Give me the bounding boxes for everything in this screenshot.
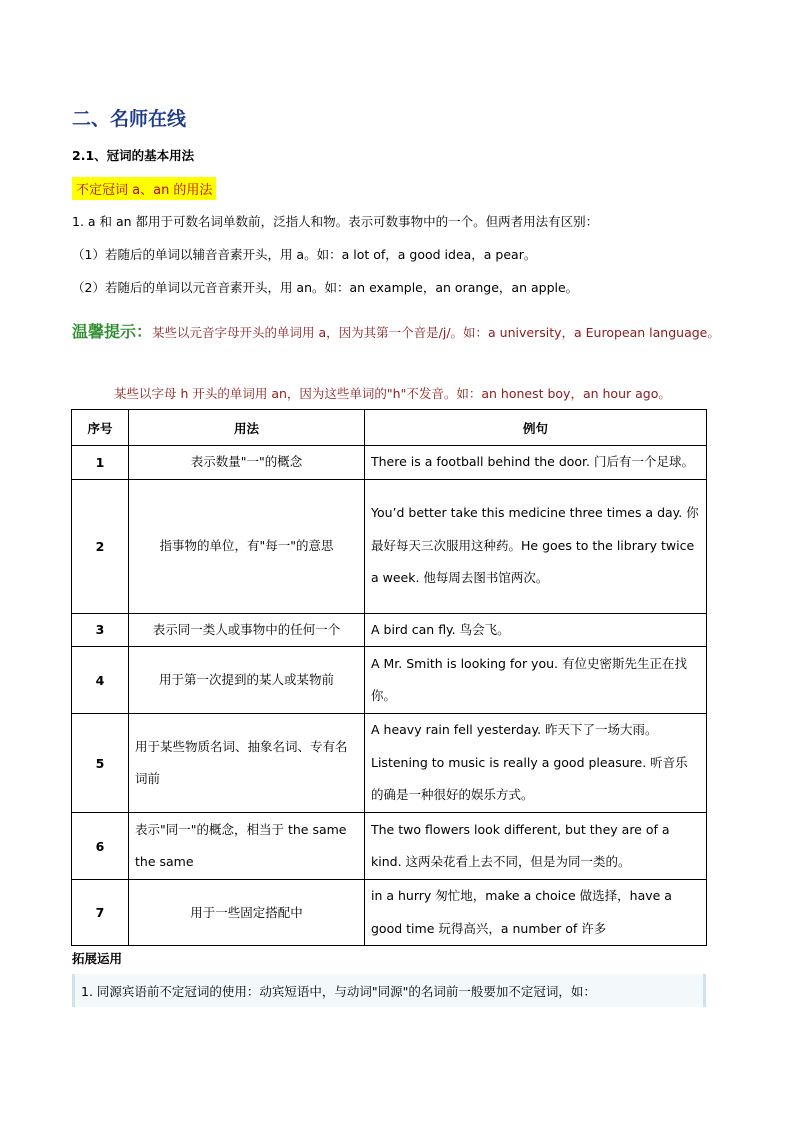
row-usage: 指事物的单位，有"每一"的意思 <box>129 479 365 613</box>
section-title: 二、名师在线 <box>72 108 187 130</box>
row-usage: 表示数量"一"的概念 <box>129 446 365 480</box>
row-example: A bird can fly. 鸟会飞。 <box>365 613 707 647</box>
row-example: A heavy rain fell yesterday. 昨天下了一场大雨。Listening to music is really a good pleasure. 听音乐的确是一种很好的娱乐方式。 <box>365 714 707 813</box>
row-num: 6 <box>72 813 129 880</box>
table-row <box>72 446 707 480</box>
extension-title: 拓展运用 <box>72 951 123 966</box>
subsection-title: 2.1、冠词的基本用法 <box>72 148 195 163</box>
table-row <box>72 714 707 813</box>
row-usage: 表示"同一"的概念，相当于 the same the same <box>129 813 365 880</box>
row-usage: 用于第一次提到的某人或某物前 <box>129 647 365 714</box>
paragraph-3: （2）若随后的单词以元音音素开头，用 an。如：an example，an orange，an apple。 <box>72 280 579 295</box>
row-num: 5 <box>72 714 129 813</box>
row-example: You’d better take this medicine three times a day. 你最好每天三次服用这种药。He goes to the library twice a week. 他每周去图书馆两次。 <box>365 479 707 613</box>
row-usage: 表示同一类人或事物中的任何一个 <box>129 613 365 647</box>
row-usage: 用于一些固定搭配中 <box>129 880 365 946</box>
row-example: There is a football behind the door. 门后有一个足球。 <box>365 446 707 480</box>
paragraph-2: （1）若随后的单词以辅音音素开头，用 a。如：a lot of，a good idea，a pear。 <box>72 247 537 262</box>
row-num: 7 <box>72 880 129 946</box>
table-header-row <box>72 410 707 446</box>
row-example: The two flowers look different, but they are of a kind. 这两朵花看上去不同，但是为同一类的。 <box>365 813 707 880</box>
table-row <box>72 647 707 714</box>
row-usage: 用于某些物质名词、抽象名词、专有名词前 <box>129 714 365 813</box>
usage-table <box>71 409 707 946</box>
tip-text: 某些以元音字母开头的单词用 a，因为其第一个音是/j/。如：a university，a European language。 <box>152 325 720 340</box>
header-example: 例句 <box>365 410 707 446</box>
extension-item: 1. 同源宾语前不定冠词的使用：动宾短语中，与动词"同源"的名词前一般要加不定冠词，如： <box>81 984 596 999</box>
row-num: 2 <box>72 479 129 613</box>
tip-text-2: 某些以字母 h 开头的单词用 an，因为这些单词的"h"不发音。如：an honest boy，an hour ago。 <box>114 386 671 401</box>
row-num: 3 <box>72 613 129 647</box>
row-num: 1 <box>72 446 129 480</box>
tip-label: 温馨提示： <box>72 322 153 341</box>
header-usage: 用法 <box>129 410 365 446</box>
row-example: A Mr. Smith is looking for you. 有位史密斯先生正在找你。 <box>365 647 707 714</box>
extension-box <box>72 974 706 1007</box>
table-row <box>72 613 707 647</box>
header-num: 序号 <box>72 410 129 446</box>
paragraph-1: 1. a 和 an 都用于可数名词单数前，泛指人和物。表示可数事物中的一个。但两者用法有区别： <box>72 214 599 229</box>
row-example: in a hurry 匆忙地，make a choice 做选择，have a good time 玩得高兴，a number of 许多 <box>365 880 707 946</box>
row-num: 4 <box>72 647 129 714</box>
table-row <box>72 813 707 880</box>
highlight-heading: 不定冠词 a、an 的用法 <box>72 177 216 200</box>
table-row <box>72 880 707 946</box>
tip-block <box>72 314 732 351</box>
table-row <box>72 479 707 613</box>
